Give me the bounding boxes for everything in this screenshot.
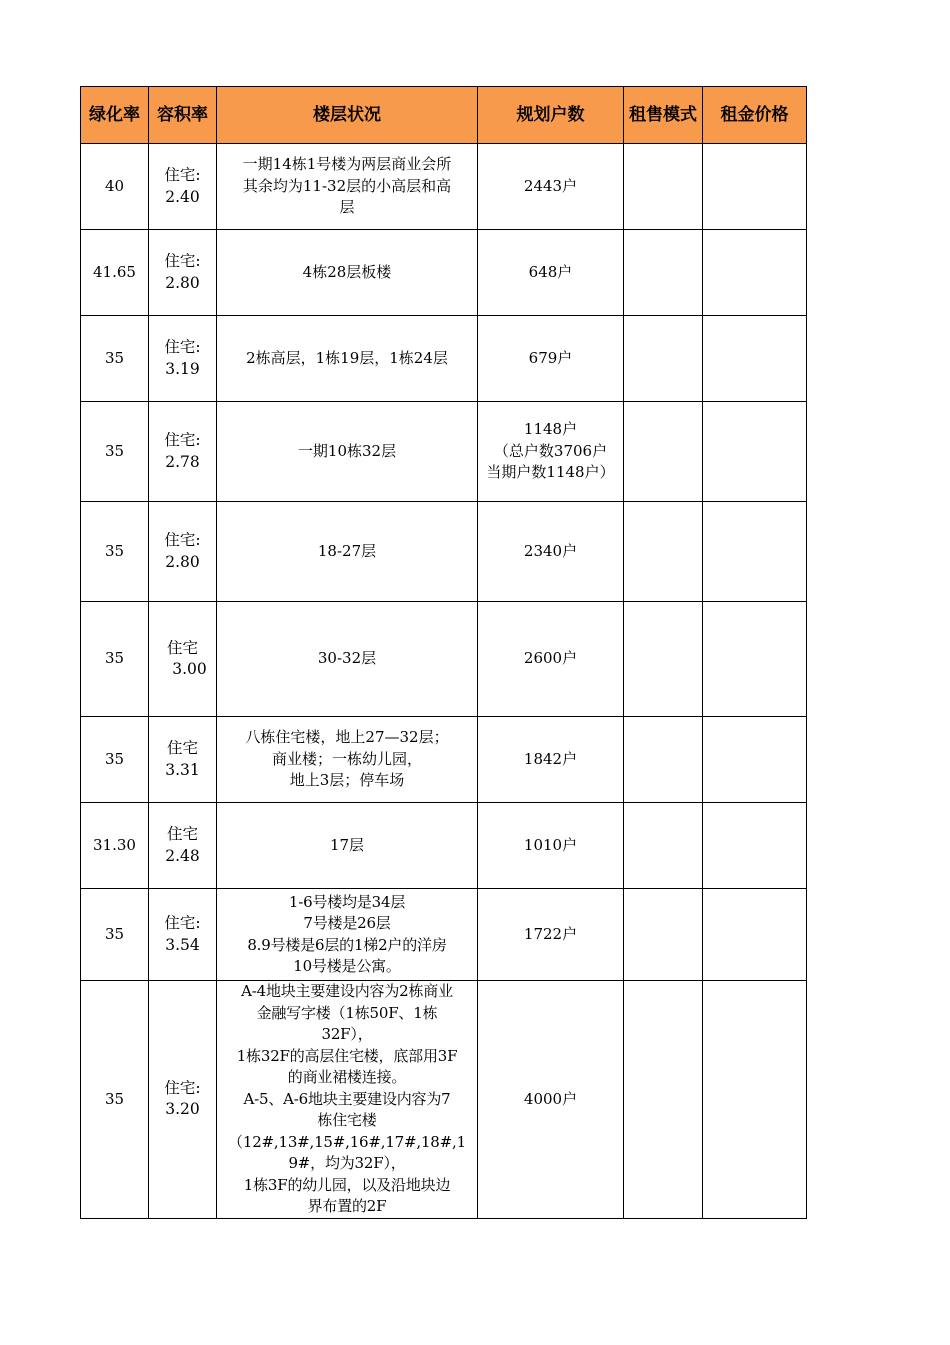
floor-status-line: 10号楼是公寓。: [293, 957, 401, 975]
floor-status-line: 8.9号楼是6层的1梯2户的洋房: [247, 935, 447, 954]
floor-area-ratio-cell[interactable]: [149, 144, 217, 230]
households-line: （总户数3706户: [493, 441, 608, 460]
floor-status-cell[interactable]: [217, 502, 478, 602]
greening-rate-cell[interactable]: 31.30: [81, 803, 149, 889]
far-label: 住宅:: [164, 166, 201, 184]
households-line: 4000户: [523, 1089, 578, 1108]
households-line: 648户: [528, 262, 573, 281]
floor-status-cell[interactable]: [217, 402, 478, 502]
planned-households-cell[interactable]: [478, 717, 624, 803]
households-line: 679户: [528, 348, 573, 367]
floor-status-line: 18-27层: [317, 541, 377, 560]
far-label: 住宅:: [164, 531, 201, 549]
far-value: 2.48: [165, 846, 200, 865]
planned-households-cell[interactable]: [478, 889, 624, 981]
planned-households-cell[interactable]: [478, 502, 624, 602]
far-label: 住宅:: [164, 1078, 201, 1097]
households-line: 2600户: [523, 649, 578, 668]
floor-area-ratio-cell[interactable]: [149, 981, 217, 1219]
leasing-mode-cell[interactable]: [624, 144, 703, 230]
floor-area-ratio-cell[interactable]: [149, 602, 217, 717]
leasing-mode-cell[interactable]: [624, 502, 703, 602]
floor-status-cell[interactable]: [217, 230, 478, 316]
floor-status-line: 商业楼；一栋幼儿园，: [271, 749, 422, 768]
households-line: 1148户: [523, 420, 578, 439]
far-label: 住宅: [166, 638, 198, 657]
far-label: 住宅: [166, 739, 198, 757]
leasing-mode-cell[interactable]: [624, 230, 703, 316]
far-value: 3.19: [165, 359, 200, 378]
leasing-mode-cell[interactable]: [624, 803, 703, 889]
floor-area-ratio-cell[interactable]: [149, 717, 217, 803]
floor-area-ratio-cell[interactable]: [149, 402, 217, 502]
rent-price-cell[interactable]: [703, 502, 807, 602]
greening-rate-cell[interactable]: 35: [81, 602, 149, 717]
floor-area-ratio-cell[interactable]: [149, 502, 217, 602]
rent-price-cell[interactable]: [703, 316, 807, 402]
header-floor-status[interactable]: 楼层状况: [217, 87, 478, 144]
rent-price-cell[interactable]: [703, 230, 807, 316]
households-line: 当期户数1148户）: [486, 463, 615, 482]
rent-price-cell[interactable]: [703, 717, 807, 803]
header-row: [81, 87, 807, 144]
floor-status-line: 30-32层: [317, 649, 377, 668]
table-row: [81, 402, 807, 502]
rent-price-cell[interactable]: [703, 602, 807, 717]
floor-status-line: （12#,13#,15#,16#,17#,18#,1: [228, 1132, 466, 1151]
header-floor-area-ratio[interactable]: 容积率: [149, 87, 217, 144]
rent-price-cell[interactable]: [703, 889, 807, 981]
rent-price-cell[interactable]: [703, 402, 807, 502]
project-data-table: [80, 86, 807, 1219]
rent-price-cell[interactable]: [703, 144, 807, 230]
leasing-mode-cell[interactable]: [624, 981, 703, 1219]
header-greening-rate[interactable]: 绿化率: [81, 87, 149, 144]
floor-status-line: 1栋3F的幼儿园，以及沿地块边: [243, 1175, 451, 1194]
floor-status-line: 金融写字楼（1栋50F、1栋: [256, 1003, 438, 1022]
households-line: 2340户: [523, 541, 578, 560]
table-row: [81, 717, 807, 803]
households-line: 1722户: [523, 924, 578, 943]
leasing-mode-cell[interactable]: [624, 402, 703, 502]
leasing-mode-cell[interactable]: [624, 717, 703, 803]
planned-households-cell[interactable]: [478, 230, 624, 316]
floor-status-line: 32F），: [321, 1025, 373, 1043]
far-value: 2.80: [165, 552, 200, 571]
floor-status-line: 一期14栋1号楼为两层商业会所: [242, 155, 452, 174]
far-label: 住宅: [166, 825, 198, 843]
floor-area-ratio-cell[interactable]: [149, 803, 217, 889]
table-row: [81, 316, 807, 402]
planned-households-cell[interactable]: [478, 316, 624, 402]
floor-status-cell[interactable]: [217, 803, 478, 889]
table-row: [81, 502, 807, 602]
far-value: 3.54: [165, 935, 200, 954]
table-row: [81, 889, 807, 981]
far-label: 住宅:: [164, 431, 201, 449]
households-line: 2443户: [523, 176, 578, 195]
table-row: [81, 803, 807, 889]
table-row: [81, 602, 807, 717]
table-row: [81, 230, 807, 316]
table-row: [81, 144, 807, 230]
far-label: 住宅:: [164, 252, 201, 270]
floor-status-line: 7号楼是26层: [303, 914, 391, 932]
planned-households-cell[interactable]: [478, 144, 624, 230]
floor-status-line: 地上3层；停车场: [289, 771, 405, 790]
planned-households-cell[interactable]: [478, 803, 624, 889]
rent-price-cell[interactable]: [703, 803, 807, 889]
far-label: 住宅:: [164, 338, 201, 356]
floor-status-line: 层: [339, 198, 355, 217]
floor-status-line: A-4地块主要建设内容为2栋商业: [241, 982, 453, 1000]
far-label: 住宅:: [164, 914, 201, 932]
greening-rate-cell[interactable]: 35: [81, 717, 149, 803]
leasing-mode-cell[interactable]: [624, 889, 703, 981]
greening-rate-cell[interactable]: 35: [81, 981, 149, 1219]
far-value: 2.40: [165, 187, 200, 206]
floor-status-cell[interactable]: [217, 602, 478, 717]
leasing-mode-cell[interactable]: [624, 316, 703, 402]
header-leasing-mode[interactable]: 租售模式: [624, 87, 703, 144]
floor-status-cell[interactable]: [217, 717, 478, 803]
floor-status-cell[interactable]: [217, 316, 478, 402]
floor-status-line: 八栋住宅楼，地上27—32层；: [245, 728, 449, 747]
leasing-mode-cell[interactable]: [624, 602, 703, 717]
floor-status-line: 1-6号楼均是34层: [288, 892, 406, 911]
floor-status-line: 其余均为11-32层的小高层和高: [242, 176, 452, 195]
far-value: 2.78: [165, 452, 200, 471]
header-planned-households[interactable]: 规划户数: [478, 87, 624, 144]
floor-status-line: 4栋28层板楼: [302, 262, 392, 281]
planned-households-cell[interactable]: [478, 402, 624, 502]
greening-rate-cell[interactable]: 35: [81, 402, 149, 502]
floor-status-cell[interactable]: [217, 981, 478, 1219]
planned-households-cell[interactable]: [478, 602, 624, 717]
floor-area-ratio-cell[interactable]: [149, 889, 217, 981]
floor-status-line: 一期10栋32层: [297, 441, 397, 460]
greening-rate-cell[interactable]: 35: [81, 889, 149, 981]
header-rent-price[interactable]: 租金价格: [703, 87, 807, 144]
floor-area-ratio-cell[interactable]: [149, 316, 217, 402]
floor-status-line: 1栋32F的高层住宅楼，底部用3F: [236, 1046, 458, 1065]
far-value: 3.00: [172, 660, 207, 678]
far-value: 2.80: [165, 273, 200, 292]
floor-status-line: 17层: [329, 835, 365, 854]
households-line: 1010户: [523, 835, 578, 854]
greening-rate-cell[interactable]: 35: [81, 502, 149, 602]
floor-status-line: A-5、A-6地块主要建设内容为7: [243, 1089, 451, 1108]
far-value: 3.20: [165, 1100, 200, 1119]
greening-rate-cell[interactable]: 40: [81, 144, 149, 230]
households-line: 1842户: [523, 749, 578, 768]
floor-status-line: 2栋高层，1栋19层，1栋24层: [246, 348, 448, 367]
floor-area-ratio-cell[interactable]: [149, 230, 217, 316]
rent-price-cell[interactable]: [703, 981, 807, 1219]
far-value: 3.31: [165, 760, 200, 779]
floor-status-cell[interactable]: [217, 144, 478, 230]
floor-status-cell[interactable]: [217, 889, 478, 981]
floor-status-line: 界布置的2F: [307, 1197, 387, 1215]
floor-status-line: 9#，均为32F），: [288, 1154, 406, 1172]
floor-status-line: 栋住宅楼: [317, 1111, 377, 1129]
greening-rate-cell[interactable]: 35: [81, 316, 149, 402]
floor-status-line: 的商业裙楼连接。: [287, 1068, 407, 1086]
greening-rate-cell[interactable]: 41.65: [81, 230, 149, 316]
table-row: [81, 981, 807, 1219]
planned-households-cell[interactable]: [478, 981, 624, 1219]
